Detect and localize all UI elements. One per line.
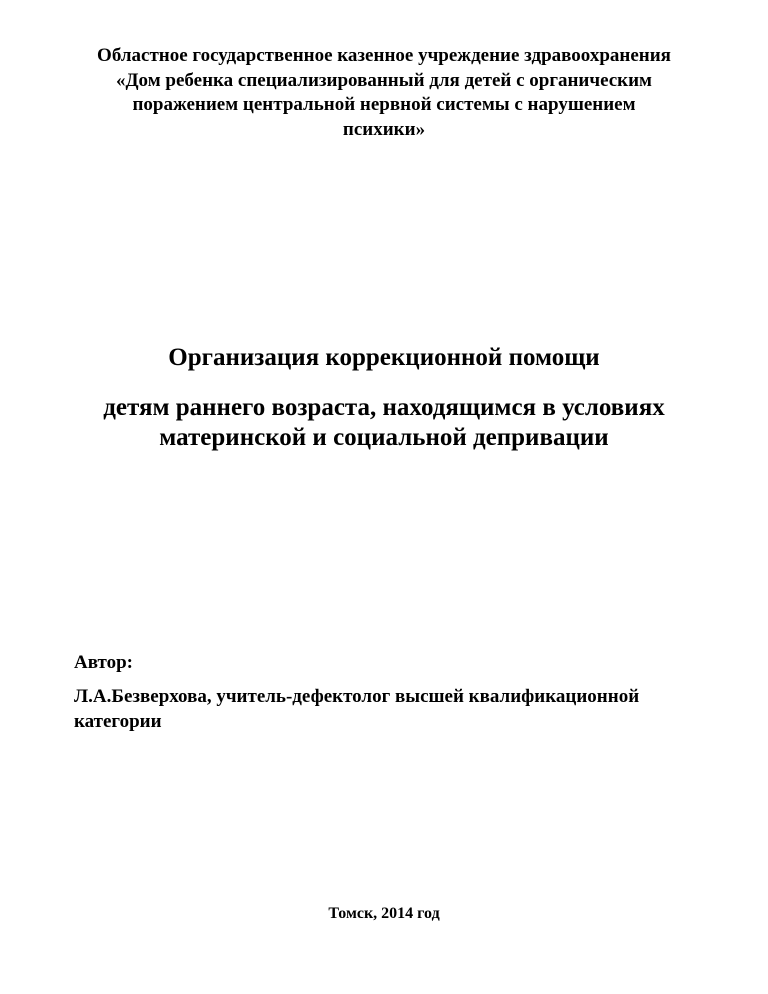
author-label: Автор:	[74, 652, 133, 673]
title-line-1: Организация коррекционной помощи	[168, 344, 600, 371]
author-name	[74, 685, 714, 734]
document-title	[40, 343, 728, 453]
place-and-year: Томск, 2014 год	[328, 905, 440, 922]
institution-line: психики»	[342, 118, 426, 140]
author-name-line: Л.А.Безверхова, учитель-дефектолог высшей квалификационной	[74, 686, 640, 707]
title-line-3: материнской и социальной депривации	[159, 424, 609, 451]
institution-line: поражением центральной нервной системы с нарушением	[132, 94, 636, 115]
title-line-2: детям раннего возраста, находящимся в условиях	[103, 394, 665, 421]
institution-heading	[60, 44, 708, 142]
institution-line: Областное государственное казенное учреждение здравоохранения	[97, 45, 671, 66]
institution-line: «Дом ребенка специализированный для детей с органическим	[115, 69, 653, 91]
author-name-line: категории	[74, 710, 162, 732]
